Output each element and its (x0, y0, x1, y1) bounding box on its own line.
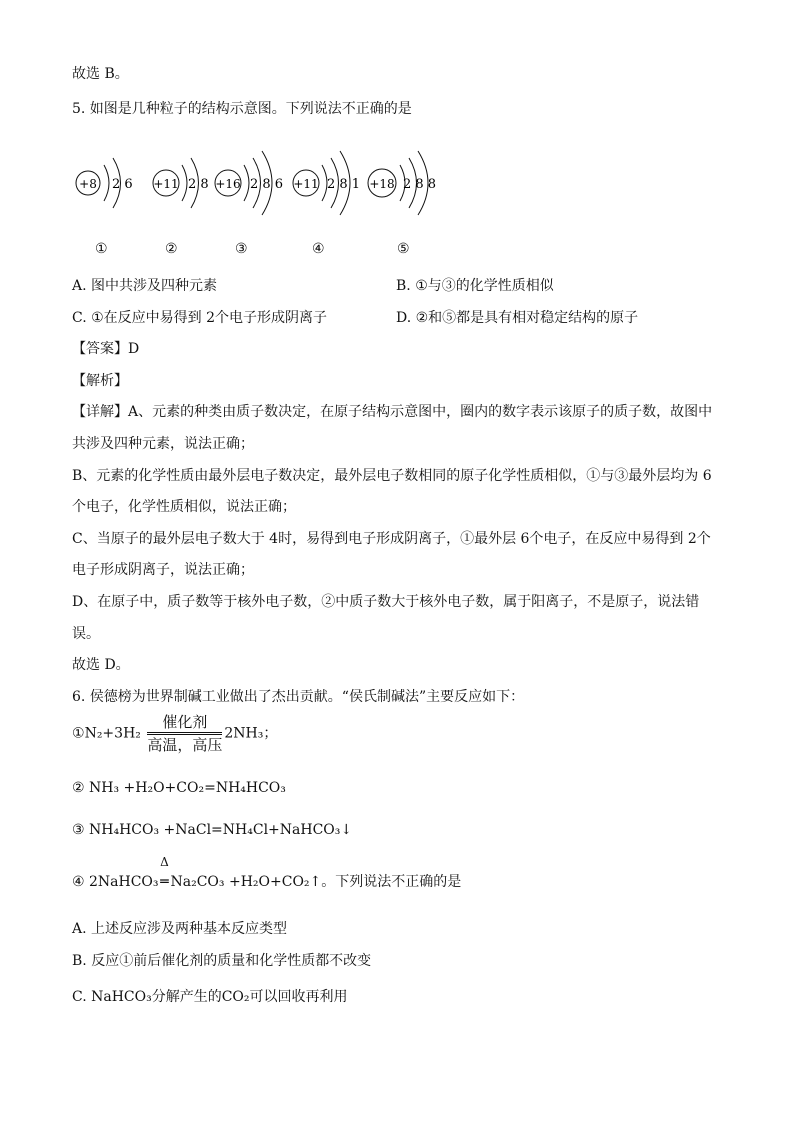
particle-4-label: ④ (312, 241, 325, 257)
q5-detail-3b: 电子形成阴离子，说法正确； (72, 562, 254, 578)
q5-detail-2b: 个电子，化学性质相似，说法正确； (72, 499, 296, 515)
reaction-4-equals: ═ (160, 874, 169, 890)
particle-3-shells: 2 8 6 (250, 177, 284, 192)
q5-detail-2a: B、元素的化学性质由最外层电子数决定，最外层电子数相同的原子化学性质相似，①与③最外层均为 6 (72, 468, 712, 484)
particle-1-nucleus: +8 (79, 177, 97, 191)
reaction-1-condition (147, 712, 222, 755)
q5-detail-1a: 【详解】A、元素的种类由质子数决定，在原子结构示意图中，圈内的数字表示该原子的质子数，故图中 (72, 404, 713, 420)
q5-option-a: A. 图中共涉及四种元素 (72, 278, 218, 294)
q5-detail-3a: C、当原子的最外层电子数大于 4时，易得到电子形成阴离子，①最外层 6个电子，在反应中易得到 2个 (72, 531, 711, 547)
particle-1-label: ① (95, 241, 108, 257)
q6-reaction-2: ② NH₃ +H₂O+CO₂=NH₄HCO₃ (72, 780, 286, 796)
particle-3-diagram (215, 151, 283, 215)
particle-3-label: ③ (235, 241, 248, 257)
reaction-4-question: 。下列说法不正确的是 (321, 874, 462, 890)
q5-detail-4a: D、在原子中，质子数等于核外电子数，②中质子数大于核外电子数，属于阳离子，不是原子，说法错 (72, 594, 700, 610)
particle-2-shells: 2 8 (188, 177, 209, 192)
reaction-1-reactants: N₂+3H₂ (84, 725, 141, 742)
particle-4-diagram (293, 151, 360, 215)
reaction-1-products: 2NH₃； (224, 725, 278, 742)
particle-2-label: ② (165, 241, 178, 257)
q5-answer: 【答案】D (72, 341, 140, 357)
q6-option-b: B. 反应①前后催化剂的质量和化学性质都不改变 (72, 953, 372, 969)
q5-conclusion: 故选 D。 (72, 657, 130, 673)
reaction-1-label: ① (72, 725, 85, 742)
reaction-1-catalyst: 催化剂 (147, 712, 222, 735)
reaction-1-temperature-pressure: 高温，高压 (147, 736, 223, 754)
particle-4-nucleus: +11 (293, 177, 319, 191)
particle-5-diagram (368, 151, 436, 215)
particle-5-shells: 2 8 8 (403, 177, 437, 192)
q5-detail-4b: 误。 (72, 626, 100, 642)
particle-5-label: ⑤ (397, 241, 410, 257)
particle-2-diagram (153, 158, 209, 208)
particle-5-nucleus: +18 (369, 177, 395, 191)
q6-reaction-3: ③ NH₄HCO₃ +NaCl=NH₄Cl+NaHCO₃↓ (72, 822, 353, 838)
particle-3-nucleus: +16 (215, 177, 241, 191)
particle-1-diagram (76, 158, 133, 208)
q6-option-c: C. NaHCO₃分解产生的CO₂可以回收再利用 (72, 989, 348, 1005)
q5-analysis-heading: 【解析】 (72, 373, 128, 389)
reaction-4-condition (159, 855, 171, 892)
atom-structure-diagrams (70, 136, 470, 222)
q5-stem: 5. 如图是几种粒子的结构示意图。下列说法不正确的是 (72, 101, 412, 117)
particle-1-shells: 2 6 (112, 177, 133, 192)
q6-reaction-1 (72, 712, 277, 755)
reaction-4-products: Na₂CO₃ +H₂O+CO₂↑ (170, 874, 322, 890)
particle-4-shells: 2 8 1 (327, 177, 361, 192)
reaction-4-reactants: ④ 2NaHCO₃ (72, 874, 159, 890)
q5-option-b: B. ①与③的化学性质相似 (396, 278, 554, 294)
q6-reaction-4 (72, 855, 462, 892)
particle-2-nucleus: +11 (153, 177, 179, 191)
q5-option-d: D. ②和⑤都是具有相对稳定结构的原子 (396, 310, 639, 326)
q5-option-c: C. ①在反应中易得到 2个电子形成阴离子 (72, 310, 328, 326)
q6-option-a: A. 上述反应涉及两种基本反应类型 (72, 921, 288, 937)
q6-stem: 6. 侯德榜为世界制碱工业做出了杰出贡献。“侯氏制碱法”主要反应如下： (72, 689, 525, 705)
prev-conclusion: 故选 B。 (72, 66, 129, 82)
q5-detail-1b: 共涉及四种元素，说法正确； (72, 436, 254, 452)
heat-delta-icon: Δ (160, 855, 169, 869)
